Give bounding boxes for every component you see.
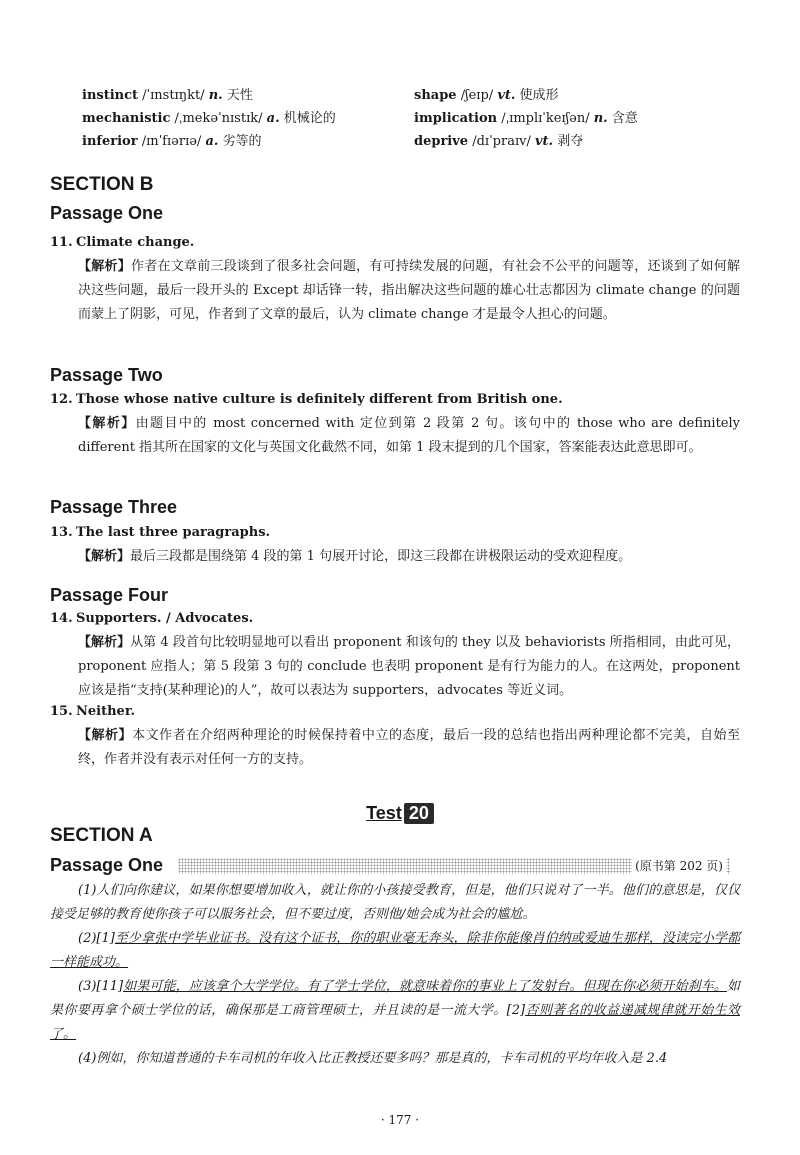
analysis-tag: 【解析】 — [78, 549, 131, 564]
question-number: 13. — [50, 525, 73, 540]
vocab-entry — [82, 107, 402, 130]
question-number: 11. — [50, 235, 73, 250]
translation-paragraph-1: (1)人们向你建议，如果你想要增加收入，就让你的小孩接受教育，但是，他们只说对了一半。他们的意思是，仅仅接受足够的教育使你孩子可以服务社会，但不要过度，否则他/她会成为社会的尴尬。 — [50, 883, 740, 922]
vocab-entry — [82, 130, 402, 153]
translation-paragraph-2 — [50, 927, 740, 975]
section-a-heading: SECTION A — [50, 825, 153, 846]
vocabulary-column-left — [82, 84, 402, 153]
vocab-meaning: 机械论的 — [283, 111, 336, 126]
underlined-sentence: 至少拿张中学毕业证书。没有这个证书，你的职业毫无奔头，除非你能像肖伯纳或爱迪生那样，没读完小学都一样能成功。 — [50, 931, 740, 970]
section-b-heading: SECTION B — [50, 174, 154, 195]
question-11 — [50, 231, 740, 327]
passage-header-bar — [178, 858, 730, 874]
page-number: · 177 · — [380, 1113, 420, 1127]
analysis-tag: 【解析】 — [78, 416, 136, 431]
vocab-meaning: 含意 — [611, 111, 638, 126]
vocab-part-of-speech: a. — [266, 111, 280, 126]
vocab-meaning: 使成形 — [519, 88, 559, 103]
vocab-phonetic: /ˈɪnstɪŋkt/ — [142, 88, 205, 103]
question-12 — [50, 388, 740, 460]
question-15 — [50, 700, 740, 772]
paragraph-marker: (3)[11] — [78, 979, 124, 994]
underlined-sentence: 如果可能，应该拿个大学学位。有了学士学位，就意味着你的事业上了发射台。但现在你必须开始刹车。 — [123, 979, 727, 994]
vocab-word: deprive — [414, 134, 469, 149]
vocab-word: mechanistic — [82, 111, 171, 126]
original-page-reference: (原书第 202 页) — [632, 858, 726, 874]
test-title — [0, 803, 800, 824]
plain-sentence: 如果你要再拿个硕士学位的话，确保那是工商管理硕士，并且读的是一流大学。[2] — [50, 979, 740, 1018]
question-number: 15. — [50, 704, 73, 719]
translation-paragraph-4: (4)例如，你知道普通的卡车司机的年收入比正教授还要多吗？那是真的，卡车司机的平均年收入是 2.4 — [78, 1051, 668, 1066]
answer-text: Supporters. / Advocates. — [76, 611, 254, 626]
underlined-sentence: 否则著名的收益递减规律就开始生效了。 — [50, 1003, 740, 1042]
question-13 — [50, 521, 740, 569]
analysis-tag: 【解析】 — [78, 635, 131, 650]
vocab-meaning: 劣等的 — [222, 134, 262, 149]
vocab-entry — [414, 84, 734, 107]
answer-text: Climate change. — [76, 235, 195, 250]
passage-one-heading: Passage One — [50, 203, 164, 223]
vocab-meaning: 天性 — [226, 88, 253, 103]
vocab-phonetic: /ʃeɪp/ — [460, 88, 494, 103]
vocab-phonetic: /dɪˈpraɪv/ — [472, 134, 531, 149]
passage-one-heading-section-a: Passage One — [50, 855, 164, 875]
question-14 — [50, 607, 740, 703]
vocab-part-of-speech: vt. — [497, 88, 516, 103]
vocabulary-column-right — [414, 84, 734, 153]
test-label: Test — [366, 803, 402, 823]
answer-text: Neither. — [76, 704, 136, 719]
analysis-tag: 【解析】 — [78, 728, 133, 743]
vocab-word: instinct — [82, 88, 139, 103]
vocab-word: shape — [414, 88, 457, 103]
question-number: 12. — [50, 392, 73, 407]
analysis-text: 从第 4 段首句比较明显地可以看出 proponent 和该句的 they 以及 behaviorists 所指相同，由此可见，proponent 应指人；第 5 段第 3 句的 conclude 也表明 proponent 是有行为能力的人。在这两处，proponent 应该是指“支持(某种理论)的人”，故可以表达为 supporters，advocates 等近义词。 — [78, 635, 740, 698]
answer-text: Those whose native culture is definitely different from British one. — [76, 392, 563, 407]
vocab-word: inferior — [82, 134, 138, 149]
vocab-entry — [414, 130, 734, 153]
passage-two-heading: Passage Two — [50, 365, 163, 385]
translation-paragraph-3 — [50, 975, 740, 1047]
vocab-phonetic: /ˌɪmplɪˈkeɪʃən/ — [501, 111, 590, 126]
analysis-tag: 【解析】 — [78, 259, 131, 274]
vocab-entry — [82, 84, 402, 107]
vocab-word: implication — [414, 111, 498, 126]
vocab-phonetic: /ˌmekəˈnɪstɪk/ — [174, 111, 263, 126]
paragraph-marker: (2)[1] — [78, 931, 115, 946]
passage-four-heading: Passage Four — [50, 585, 169, 605]
test-number-badge: 20 — [404, 803, 434, 824]
translation-text — [50, 879, 740, 1071]
vocab-part-of-speech: n. — [208, 88, 223, 103]
answer-text: The last three paragraphs. — [76, 525, 271, 540]
vocab-part-of-speech: n. — [593, 111, 608, 126]
vocab-part-of-speech: vt. — [534, 134, 554, 149]
passage-three-heading: Passage Three — [50, 497, 178, 517]
analysis-text: 由题目中的 most concerned with 定位到第 2 段第 2 句。该句中的 those who are definitely different 指其所在国家的文化与英国文化截然不同，如第 1 段末提到的几个国家，答案能表达此意思即可。 — [78, 416, 740, 455]
analysis-text: 最后三段都是围绕第 4 段的第 1 句展开讨论，即这三段都在讲极限运动的受欢迎程度。 — [130, 549, 632, 564]
question-number: 14. — [50, 611, 73, 626]
analysis-text: 本文作者在介绍两种理论的时候保持着中立的态度，最后一段的总结也指出两种理论都不完美，自始至终，作者并没有表示对任何一方的支持。 — [78, 728, 740, 767]
vocab-part-of-speech: a. — [205, 134, 219, 149]
vocab-phonetic: /ɪnˈfɪərɪə/ — [141, 134, 202, 149]
vocab-meaning: 剥夺 — [557, 134, 584, 149]
vocab-entry — [414, 107, 734, 130]
analysis-text: 作者在文章前三段谈到了很多社会问题，有可持续发展的问题，有社会不公平的问题等，还谈到了如何解决这些问题，最后一段开头的 Except 却话锋一转，指出解决这些问题的雄心壮志都因为 climate change 的问题而蒙上了阴影，可见，作者到了文章的最后，认为 climate change 才是最令人担心的问题。 — [78, 259, 740, 322]
